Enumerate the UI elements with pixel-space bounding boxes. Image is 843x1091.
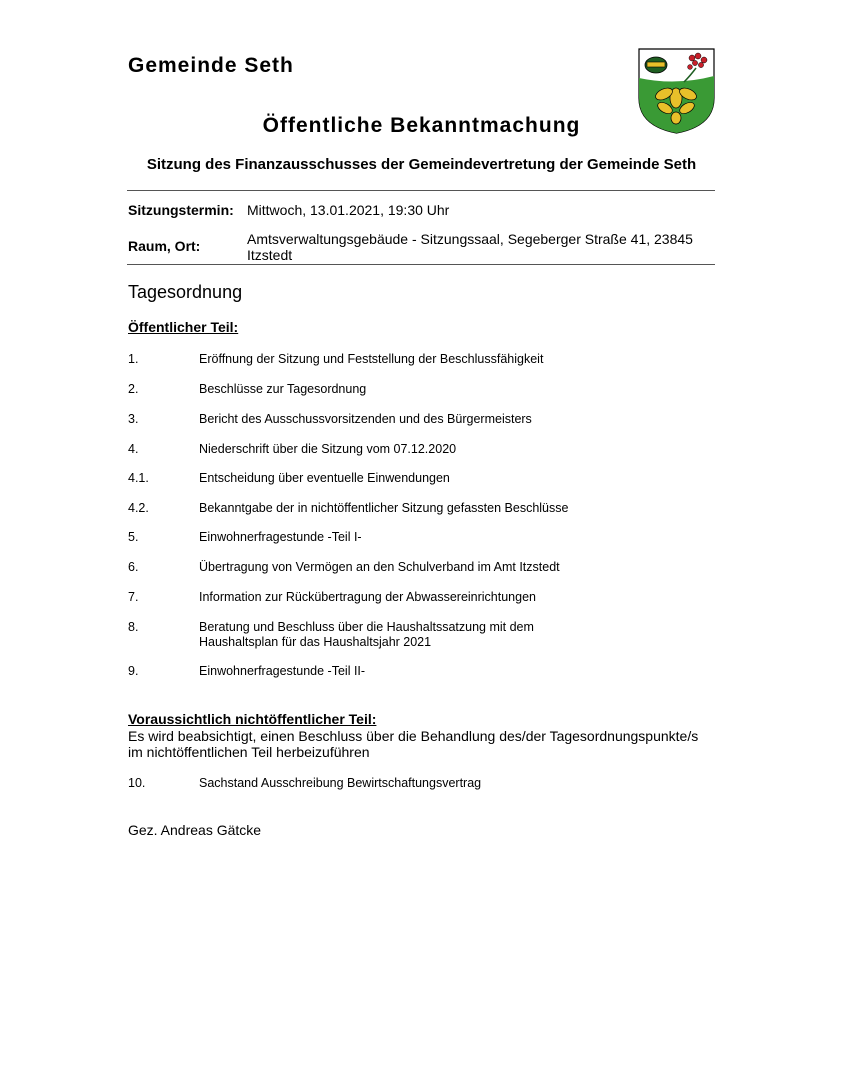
agenda-item-text: Beschlüsse zur Tagesordnung [199, 382, 367, 396]
meeting-subtitle: Sitzung des Finanzausschusses der Gemeindevertretung der Gemeinde Seth [146, 156, 697, 173]
agenda-item-text: Eröffnung der Sitzung und Feststellung der Beschlussfähigkeit [199, 352, 544, 366]
agenda-item-text: Übertragung von Vermögen an den Schulverband im Amt Itzstedt [199, 560, 560, 574]
divider-bottom [127, 264, 715, 265]
agenda-item-text-continued: Haushaltsplan für das Haushaltsjahr 2021 [199, 635, 432, 649]
private-note-line-1: Es wird beabsichtigt, einen Beschluss über die Behandlung des/der Tagesordnungspunkte/s [128, 728, 699, 744]
notice-title: Öffentliche Bekanntmachung [262, 114, 581, 137]
agenda-item-text: Niederschrift über die Sitzung vom 07.12.2020 [199, 442, 457, 456]
agenda-item-text: Bericht des Ausschussvorsitzenden und des Bürgermeisters [199, 412, 532, 426]
agenda-item-number: 5. [128, 530, 139, 544]
private-part-note [128, 728, 728, 760]
agenda-item-number: 4. [128, 442, 139, 456]
agenda-item-number: 10. [128, 776, 146, 790]
agenda-item-number: 9. [128, 664, 139, 678]
private-part-heading: Voraussichtlich nichtöffentlicher Teil: [128, 711, 377, 727]
divider-top [127, 190, 715, 191]
agenda-item-text: Sachstand Ausschreibung Bewirtschaftungsvertrag [199, 776, 482, 790]
agenda-heading: Tagesordnung [128, 282, 243, 302]
private-note-line-2: im nichtöffentlichen Teil herbeizuführen [128, 744, 370, 760]
agenda-item-number: 3. [128, 412, 139, 426]
meeting-place-value [247, 231, 693, 263]
meeting-place-label: Raum, Ort: [128, 238, 201, 254]
agenda-item-number: 4.1. [128, 471, 149, 485]
agenda-item-number: 8. [128, 620, 139, 634]
municipality-name: Gemeinde Seth [128, 54, 294, 77]
agenda-item-text: Information zur Rückübertragung der Abwassereinrichtungen [199, 590, 536, 604]
meeting-date-label: Sitzungstermin: [128, 202, 234, 218]
meeting-place-line-2: Itzstedt [247, 247, 293, 263]
agenda-item-text: Einwohnerfragestunde -Teil II- [199, 664, 366, 678]
agenda-item-text: Bekanntgabe der in nichtöffentlicher Sitzung gefassten Beschlüsse [199, 501, 569, 515]
meeting-place-line-1: Amtsverwaltungsgebäude - Sitzungssaal, Segeberger Straße 41, 23845 [247, 231, 693, 247]
agenda-item-number: 6. [128, 560, 139, 574]
signature: Gez. Andreas Gätcke [128, 822, 262, 838]
agenda-item-number: 4.2. [128, 501, 149, 515]
meeting-date-value: Mittwoch, 13.01.2021, 19:30 Uhr [247, 202, 450, 218]
agenda-item [128, 620, 728, 652]
agenda-item-text: Einwohnerfragestunde -Teil I- [199, 530, 362, 544]
public-part-heading: Öffentlicher Teil: [128, 319, 239, 335]
agenda-item-text: Beratung und Beschluss über die Haushaltssatzung mit dem [199, 620, 534, 634]
agenda-item-number: 1. [128, 352, 139, 366]
agenda-item-number: 7. [128, 590, 139, 604]
agenda-item-text: Entscheidung über eventuelle Einwendungen [199, 471, 450, 485]
agenda-item-number: 2. [128, 382, 139, 396]
